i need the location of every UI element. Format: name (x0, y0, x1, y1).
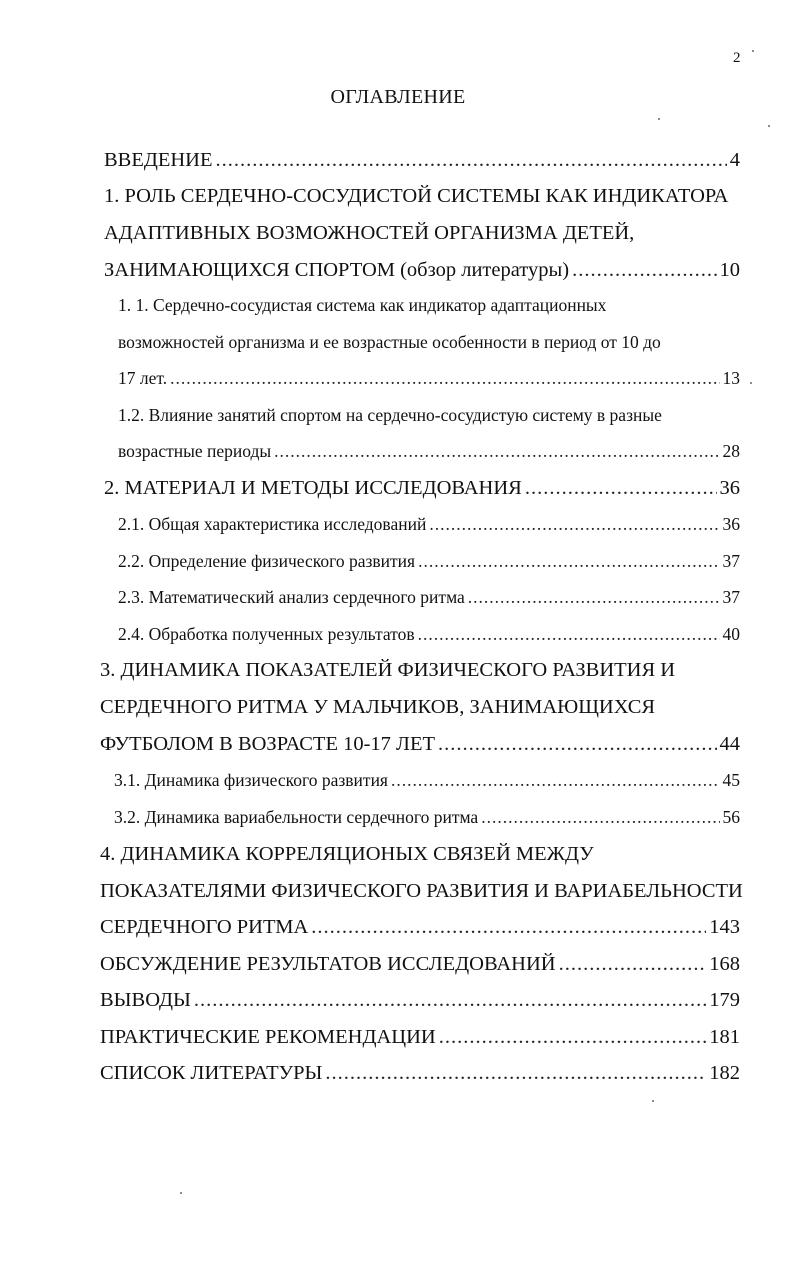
toc-entry-text: СЕРДЕЧНОГО РИТМА (100, 916, 309, 938)
toc-entry-2-1[interactable] (118, 509, 740, 539)
toc-entry-chapter-1-line-1[interactable]: 1. РОЛЬ СЕРДЕЧНО-СОСУДИСТОЙ СИСТЕМЫ КАК ИНДИКАТОРА (104, 185, 729, 207)
toc-entry-conclusions[interactable] (100, 985, 740, 1015)
toc-entry-text: 17 лет. (118, 368, 168, 388)
dot-leader (418, 546, 719, 576)
toc-entry-3-2[interactable] (114, 802, 740, 832)
toc-entry-page: 40 (722, 624, 740, 644)
toc-entry-page: 45 (722, 770, 740, 790)
dot-leader (572, 255, 716, 285)
toc-entry-chapter-3-line-1[interactable]: 3. ДИНАМИКА ПОКАЗАТЕЛЕЙ ФИЗИЧЕСКОГО РАЗВИТИЯ И (100, 659, 676, 681)
toc-entry-chapter-2[interactable] (104, 473, 740, 503)
toc-entry-chapter-4-line-1[interactable]: 4. ДИНАМИКА КОРРЕЛЯЦИОНЫХ СВЯЗЕЙ МЕЖДУ (100, 843, 594, 865)
dot-leader (481, 802, 719, 832)
page-number: 2 (733, 50, 741, 66)
toc-entry-1-1[interactable] (118, 363, 740, 393)
toc-entry-page: 181 (709, 1026, 740, 1048)
toc-entry-references[interactable] (100, 1058, 740, 1088)
toc-entry-page: 10 (719, 259, 740, 281)
dot-leader (194, 985, 706, 1015)
toc-entry-2-4[interactable] (118, 619, 740, 649)
dot-leader (325, 1058, 706, 1088)
toc-entry-chapter-1-line-2[interactable]: АДАПТИВНЫХ ВОЗМОЖНОСТЕЙ ОРГАНИЗМА ДЕТЕЙ, (104, 222, 635, 244)
toc-entry-text: СПИСОК ЛИТЕРАТУРЫ (100, 1062, 323, 1084)
toc-entry-page: 56 (722, 807, 740, 827)
toc-entry-1-1-line-1[interactable]: 1. 1. Сердечно-сосудистая система как индикатор адаптационных (118, 295, 607, 315)
toc-entry-text: 2.1. Общая характеристика исследований (118, 514, 427, 534)
dot-leader (525, 473, 717, 503)
dot-leader (391, 765, 720, 795)
scan-speck (180, 1192, 182, 1194)
toc-entry-intro[interactable] (104, 145, 740, 175)
toc-entry-3-1[interactable] (114, 765, 740, 795)
toc-entry-chapter-3[interactable] (100, 729, 740, 759)
scan-speck (752, 50, 754, 52)
scan-speck (768, 125, 770, 127)
toc-entry-text: 2.2. Определение физического развития (118, 551, 416, 571)
dot-leader (438, 729, 717, 759)
toc-entry-page: 28 (722, 441, 740, 461)
scan-speck (658, 118, 660, 120)
toc-entry-page: 143 (709, 916, 740, 938)
toc-entry-1-2-line-1[interactable]: 1.2. Влияние занятий спортом на сердечно-сосудистую систему в разные (118, 405, 662, 425)
dot-leader (216, 145, 727, 175)
dot-leader (170, 363, 719, 393)
dot-leader (559, 949, 707, 979)
toc-entry-page: 168 (709, 953, 740, 975)
toc-entry-page: 37 (722, 587, 740, 607)
toc-entry-page: 182 (709, 1062, 740, 1084)
toc-entry-text: ВВЕДЕНИЕ (104, 149, 213, 171)
toc-entry-page: 179 (709, 989, 740, 1011)
scan-speck (750, 382, 752, 384)
toc-entry-page: 44 (719, 733, 740, 755)
toc-entry-text: ФУТБОЛОМ В ВОЗРАСТЕ 10-17 ЛЕТ (100, 733, 435, 755)
toc-entry-page: 4 (729, 149, 740, 171)
toc-entry-2-3[interactable] (118, 582, 740, 612)
scan-speck (652, 1100, 654, 1102)
toc-entry-text: 2.4. Обработка полученных результатов (118, 624, 415, 644)
toc-entry-chapter-1[interactable] (104, 255, 740, 285)
toc-entry-chapter-3-line-2[interactable]: СЕРДЕЧНОГО РИТМА У МАЛЬЧИКОВ, ЗАНИМАЮЩИХСЯ (100, 696, 656, 718)
toc-entry-text: ЗАНИМАЮЩИХСЯ СПОРТОМ (обзор литературы) (104, 259, 570, 281)
toc-entry-text: 2. МАТЕРИАЛ И МЕТОДЫ ИССЛЕДОВАНИЯ (104, 477, 522, 499)
toc-entry-page: 37 (722, 551, 740, 571)
dot-leader (468, 582, 720, 612)
dot-leader (429, 509, 719, 539)
toc-entry-text: ОБСУЖДЕНИЕ РЕЗУЛЬТАТОВ ИССЛЕДОВАНИЙ (100, 953, 556, 975)
toc-entry-text: 3.2. Динамика вариабельности сердечного ритма (114, 807, 479, 827)
toc-title: ОГЛАВЛЕНИЕ (330, 86, 466, 108)
toc-entry-text: возрастные периоды (118, 441, 272, 461)
dot-leader (418, 619, 720, 649)
toc-entry-page: 36 (722, 514, 740, 534)
toc-entry-chapter-4[interactable] (100, 912, 740, 942)
toc-entry-2-2[interactable] (118, 546, 740, 576)
toc-entry-discussion[interactable] (100, 949, 740, 979)
toc-entry-text: ПРАКТИЧЕСКИЕ РЕКОМЕНДАЦИИ (100, 1026, 436, 1048)
dot-leader (439, 1022, 707, 1052)
toc-entry-text: ВЫВОДЫ (100, 989, 191, 1011)
toc-entry-text: 3.1. Динамика физического развития (114, 770, 388, 790)
toc-entry-1-1-line-2[interactable]: возможностей организма и ее возрастные особенности в период от 10 до (118, 332, 661, 352)
toc-entry-1-2[interactable] (118, 436, 740, 466)
toc-entry-text: 2.3. Математический анализ сердечного ритма (118, 587, 465, 607)
toc-entry-page: 36 (719, 477, 740, 499)
toc-entry-page: 13 (722, 368, 740, 388)
toc-entry-chapter-4-line-2[interactable]: ПОКАЗАТЕЛЯМИ ФИЗИЧЕСКОГО РАЗВИТИЯ И ВАРИАБЕЛЬНОСТИ (100, 880, 743, 902)
dot-leader (311, 912, 706, 942)
dot-leader (274, 436, 719, 466)
toc-entry-recommendations[interactable] (100, 1022, 740, 1052)
